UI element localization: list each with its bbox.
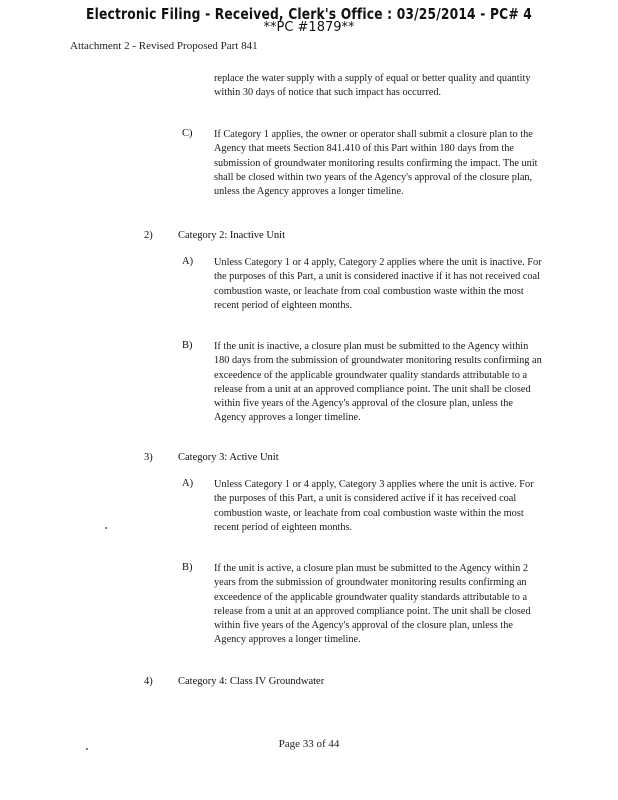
category-4-title: Category 4: Class IV Groundwater xyxy=(178,676,325,687)
category-4-number: 4) xyxy=(144,676,153,687)
category-2-a-text: Unless Category 1 or 4 apply, Category 2 applies where the unit is inactive. For the purposes of this Part, a unit is considered inactive if it has not received coal combustion waste, or leachate from coal combustion waste within the most recent period of eighteen months. xyxy=(214,257,542,311)
category-3-a-text: Unless Category 1 or 4 apply, Category 3 applies where the unit is active. For the purposes of this Part, a unit is considered active if it has received coal combustion waste, or leachate from coal combustion waste within the most recent period of eighteen months. xyxy=(214,479,534,533)
category-2-b-text: If the unit is inactive, a closure plan must be submitted to the Agency within 180 days from the submission of groundwater monitoring results confirming an exceedence of the applicable groundwater quality standards attributable to a release from a unit at an approved compliance point. The unit shall be closed within five years of the Agency's approval of the closure plan, unless the Agency approves a longer timeline. xyxy=(214,341,542,424)
page-number: Page 33 of 44 xyxy=(278,738,340,750)
category-2-a-label: A) xyxy=(182,256,194,267)
item-c-label: C) xyxy=(182,128,193,139)
category-3-b-text: If the unit is active, a closure plan must be submitted to the Agency within 2 years from the submission of groundwater monitoring results confirming an exceedence of the applicable groundwater quality standards attributable to a release from a unit at an approved compliance point. The unit shall be closed within five years of the Agency's approval of the closure plan, unless the Agency approves a longer timeline. xyxy=(214,563,531,646)
scan-speck xyxy=(86,748,88,750)
attachment-header: Attachment 2 - Revised Proposed Part 841 xyxy=(70,40,258,52)
category-2-b-label: B) xyxy=(182,340,193,351)
category-3-number: 3) xyxy=(144,452,153,463)
filing-stamp: Electronic Filing - Received, Clerk's Office : 03/25/2014 - PC# 4 xyxy=(86,5,532,23)
continuation-paragraph: replace the water supply with a supply of equal or better quality and quantity within 30 days of notice that such impact has occurred. xyxy=(214,73,531,99)
category-3-title: Category 3: Active Unit xyxy=(178,452,279,463)
category-2-title: Category 2: Inactive Unit xyxy=(178,230,286,241)
category-3-b-label: B) xyxy=(182,562,193,573)
category-2-number: 2) xyxy=(144,230,153,241)
scan-speck xyxy=(105,527,107,529)
category-3-a-label: A) xyxy=(182,478,194,489)
pc-number: **PC #1879** xyxy=(263,20,355,35)
item-c-text: If Category 1 applies, the owner or operator shall submit a closure plan to the Agency that meets Section 841.410 of this Part within 180 days from the submission of groundwater monitoring results confirming the impact. The unit shall be closed within two years of the Agency's approval of the closure plan, unless the Agency approves a longer timeline. xyxy=(214,129,538,198)
